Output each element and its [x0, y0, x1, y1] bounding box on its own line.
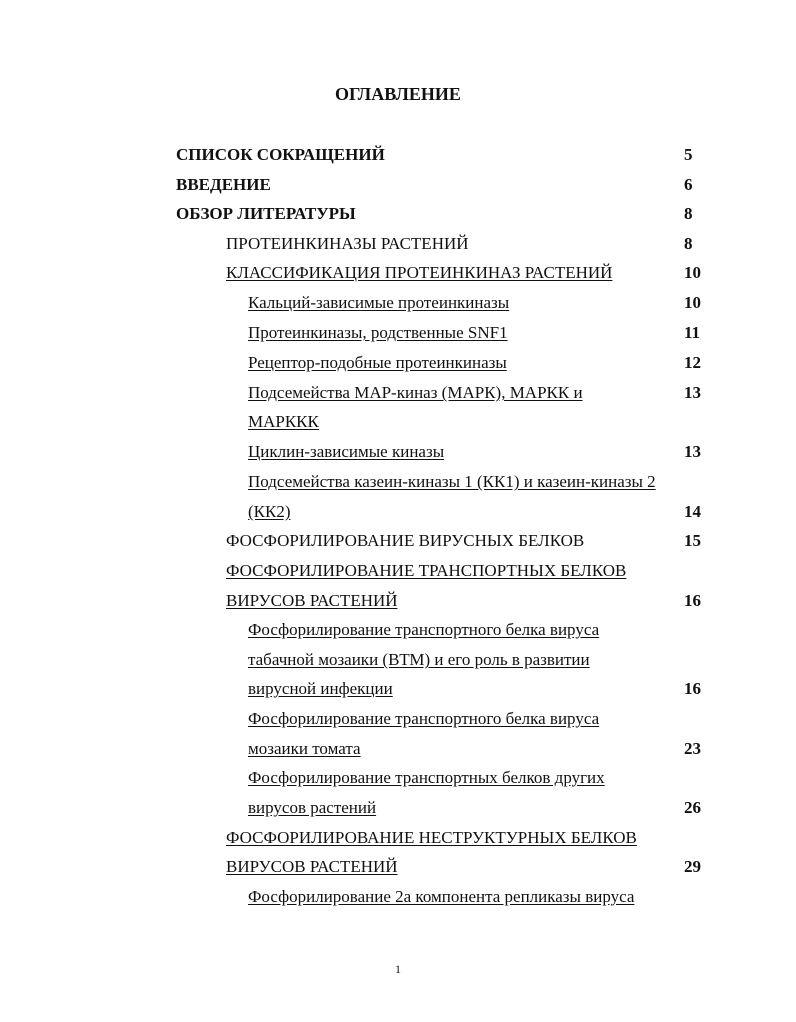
toc-page-number: 5 — [684, 145, 693, 164]
toc-entry-receptor-like[interactable]: Рецептор-подобные протеинкиназы — [248, 353, 507, 372]
toc-entry-plant-protein-kinases[interactable]: ПРОТЕИНКИНАЗЫ РАСТЕНИЙ — [226, 234, 469, 253]
toc-entry-introduction[interactable]: ВВЕДЕНИЕ — [176, 175, 271, 194]
toc-page-number: 15 — [684, 531, 701, 550]
toc-page-number: 26 — [684, 798, 701, 817]
page-footer-number: 1 — [395, 962, 401, 976]
toc-entry-literature-review[interactable]: ОБЗОР ЛИТЕРАТУРЫ — [176, 204, 356, 223]
toc-entry-nonstructural-line1[interactable]: ФОСФОРИЛИРОВАНИЕ НЕСТРУКТУРНЫХ БЕЛКОВ — [226, 828, 637, 847]
toc-page-number: 10 — [684, 293, 701, 312]
toc-entry-transport-proteins-line2[interactable]: ВИРУСОВ РАСТЕНИЙ — [226, 591, 398, 610]
toc-page-number: 12 — [684, 353, 701, 372]
toc-entry-classification[interactable]: КЛАССИФИКАЦИЯ ПРОТЕИНКИНАЗ РАСТЕНИЙ — [226, 263, 613, 282]
toc-page-number: 13 — [684, 383, 701, 402]
toc-entry-other-viruses-line2[interactable]: вирусов растений — [248, 798, 377, 817]
toc-entry-tomato-mosaic-line1[interactable]: Фосфорилирование транспортного белка вируса — [248, 709, 600, 728]
toc-entry-viral-protein-phosphorylation[interactable]: ФОСФОРИЛИРОВАНИЕ ВИРУСНЫХ БЕЛКОВ — [226, 531, 585, 550]
toc-entry-tmv-line3[interactable]: вирусной инфекции — [248, 679, 393, 698]
toc-page-number: 13 — [684, 442, 701, 461]
toc-page-number: 16 — [684, 679, 701, 698]
toc-page-number: 11 — [684, 323, 701, 342]
toc-page-number: 6 — [684, 175, 693, 194]
toc-page-number: 16 — [684, 591, 701, 610]
toc-page-number: 29 — [684, 857, 701, 876]
toc-entry-nonstructural-line2[interactable]: ВИРУСОВ РАСТЕНИЙ — [226, 857, 398, 876]
page-title: ОГЛАВЛЕНИЕ — [335, 84, 461, 104]
toc-entry-tomato-mosaic-line2[interactable]: мозаики томата — [248, 739, 361, 758]
toc-entry-abbreviations[interactable]: СПИСОК СОКРАЩЕНИЙ — [176, 145, 385, 164]
toc-entry-snf1-related[interactable]: Протеинкиназы, родственные SNF1 — [248, 323, 508, 342]
toc-entry-calcium-dependent[interactable]: Кальций-зависимые протеинкиназы — [248, 293, 510, 312]
toc-page-number: 10 — [684, 263, 701, 282]
toc-entry-mapk-line1[interactable]: Подсемейства МАР-киназ (МАРК), МАРКК и — [248, 383, 583, 402]
toc-entry-tmv-line2[interactable]: табачной мозаики (ВТМ) и его роль в развитии — [248, 650, 590, 669]
toc-entry-casein-kinase-line1[interactable]: Подсемейства казеин-киназы 1 (КК1) и казеин-киназы 2 — [248, 472, 656, 491]
toc-entry-transport-proteins-line1[interactable]: ФОСФОРИЛИРОВАНИЕ ТРАНСПОРТНЫХ БЕЛКОВ — [226, 561, 627, 580]
toc-entry-other-viruses-line1[interactable]: Фосфорилирование транспортных белков других — [248, 768, 605, 787]
toc-entry-replicase[interactable]: Фосфорилирование 2а компонента репликазы вируса — [248, 887, 635, 906]
toc-entry-cyclin-dependent[interactable]: Циклин-зависимые киназы — [248, 442, 445, 461]
toc-page-number: 14 — [684, 502, 701, 521]
toc-page-number: 23 — [684, 739, 701, 758]
toc-page-number: 8 — [684, 204, 693, 223]
toc-entry-mapk-line2[interactable]: МАРККК — [248, 412, 319, 431]
toc-page-number: 8 — [684, 234, 693, 253]
toc-entry-tmv-line1[interactable]: Фосфорилирование транспортного белка вируса — [248, 620, 600, 639]
toc-entry-casein-kinase-line2[interactable]: (КК2) — [248, 502, 291, 521]
